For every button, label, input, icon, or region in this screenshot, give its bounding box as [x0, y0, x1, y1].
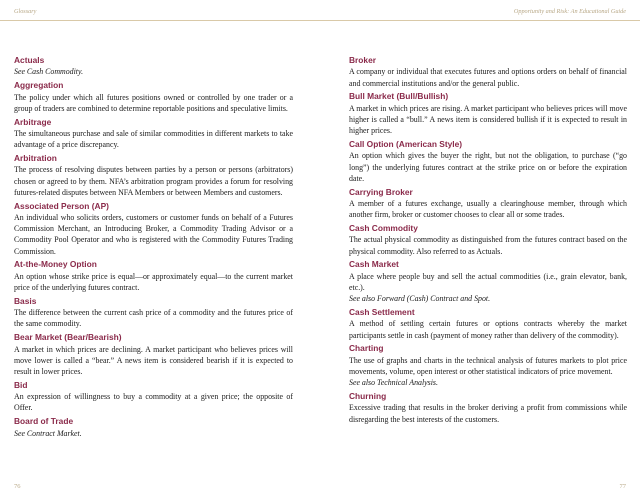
definition-text: A method of settling certain futures or options contracts whereby the market participants settle in cash (payment of money rather than delivery of the commodity).	[349, 319, 627, 340]
see-reference: See also Technical Analysis.	[349, 378, 438, 388]
glossary-definition	[349, 318, 627, 340]
glossary-term: Arbitration	[14, 153, 57, 164]
definition-text: An expression of willingness to buy a commodity at a given price; the opposite of Offer.	[14, 392, 293, 413]
see-reference: See Contract Market.	[14, 428, 82, 438]
glossary-entry	[14, 55, 293, 78]
glossary-entry	[349, 307, 627, 341]
definition-text: A place where people buy and sell the actual commodities (i.e., grain elevator, bank, etc.).	[349, 271, 627, 293]
glossary-definition	[14, 391, 293, 413]
glossary-definition	[14, 92, 293, 114]
glossary-term: Churning	[349, 391, 387, 402]
definition-text: A member of a futures exchange, usually a clearinghouse member, through which another firm, broker or customer chooses to clear all or some trades.	[349, 199, 627, 220]
definition-text: A company or individual that executes futures and options orders on behalf of financial and commercial institutions and/or the general public.	[349, 67, 627, 88]
glossary-entry	[349, 343, 627, 388]
glossary-term: Charting	[349, 343, 384, 354]
glossary-entry	[349, 223, 627, 257]
glossary-entry	[349, 55, 627, 89]
glossary-definition	[14, 271, 293, 293]
page-number-right: 77	[619, 483, 626, 490]
glossary-term: Aggregation	[14, 80, 64, 91]
glossary-column-left	[14, 55, 293, 441]
definition-text: A market in which prices are declining. A market participant who believes prices will move lower is called a “bear.” A news item is considered bearish if it is expected to result in lower prices.	[14, 344, 293, 377]
glossary-entry	[14, 332, 293, 377]
definition-text: A market in which prices are rising. A market participant who believes prices will move higher is called a “bull.” A news item is considered bullish if it is expected to result in higher prices.	[349, 103, 627, 136]
glossary-entry	[14, 380, 293, 414]
glossary-entry	[14, 117, 293, 151]
definition-text: The use of graphs and charts in the technical analysis of futures markets to plot price movements, volume, open interest or other statistical indicators of price movement.	[349, 355, 627, 377]
glossary-entry	[14, 153, 293, 198]
definition-text: An individual who solicits orders, customers or customer funds on behalf of a Futures Commission Merchant, an Introducing Broker, a Commodity Trading Advisor or a Commodity Pool Operator and who is registered with the Commodity Futures Trading Commission.	[14, 213, 293, 256]
page-number-left: 76	[14, 483, 21, 490]
glossary-term: Basis	[14, 295, 37, 306]
glossary-term: Associated Person (AP)	[14, 200, 109, 211]
definition-text: The policy under which all futures positions owned or controlled by one trader or a group of traders are combined to determine reportable positions and speculative limits.	[14, 92, 293, 113]
glossary-definition	[349, 103, 627, 137]
glossary-definition	[349, 66, 627, 88]
glossary-term: Carrying Broker	[349, 186, 413, 197]
definition-text: The difference between the current cash price of a commodity and the futures price of the same commodity.	[14, 308, 293, 329]
glossary-definition	[349, 150, 627, 184]
glossary-term: Broker	[349, 55, 376, 65]
glossary-entry	[349, 139, 627, 184]
glossary-term: Arbitrage	[14, 116, 52, 127]
header-rule	[0, 20, 640, 21]
glossary-term: Bear Market (Bear/Bearish)	[14, 332, 122, 343]
glossary-definition	[349, 271, 627, 305]
definition-text: An option which gives the buyer the right, but not the obligation, to purchase (“go long”) the underlying futures contract at the strike price on or before the expiration date.	[349, 151, 627, 183]
glossary-definition	[14, 128, 293, 150]
glossary-definition	[14, 164, 293, 198]
glossary-entry	[349, 91, 627, 136]
glossary-entry	[349, 187, 627, 221]
glossary-entry	[14, 296, 293, 330]
glossary-term: Cash Market	[349, 259, 399, 270]
glossary-term: Actuals	[14, 55, 45, 65]
glossary-definition	[349, 234, 627, 256]
glossary-term: Bid	[14, 379, 28, 390]
glossary-entry	[349, 391, 627, 425]
glossary-term: Board of Trade	[14, 416, 74, 427]
glossary-definition	[14, 66, 293, 77]
definition-text: Excessive trading that results in the broker deriving a profit from commissions while disregarding the best interests of the customers.	[349, 403, 627, 424]
see-reference: See Cash Commodity.	[14, 67, 84, 77]
glossary-definition	[14, 344, 293, 378]
glossary-entry	[14, 416, 293, 439]
see-reference: See also Forward (Cash) Contract and Spot.	[349, 294, 491, 304]
definition-text: The simultaneous purchase and sale of similar commodities in different markets to take advantage of a price discrepancy.	[14, 129, 293, 150]
glossary-term: Bull Market (Bull/Bullish)	[349, 91, 449, 102]
running-head-left: Glossary	[14, 8, 37, 15]
glossary-definition	[14, 212, 293, 257]
definition-text: An option whose strike price is equal—or approximately equal—to the current market price of the underlying futures contract.	[14, 271, 293, 293]
glossary-definition	[349, 198, 627, 220]
glossary-definition	[349, 355, 627, 389]
glossary-definition	[349, 402, 627, 424]
glossary-term: At-the-Money Option	[14, 259, 97, 270]
definition-text: The actual physical commodity as distinguished from the futures contract based on the physical commodity. Also referred to as Actuals.	[349, 235, 627, 256]
glossary-column-right	[349, 55, 627, 427]
glossary-term: Call Option (American Style)	[349, 139, 463, 150]
glossary-entry	[14, 201, 293, 257]
glossary-term: Cash Commodity	[349, 223, 418, 234]
glossary-entry	[14, 80, 293, 114]
running-head-right: Opportunity and Risk: An Educational Guide	[513, 8, 626, 15]
glossary-definition	[14, 428, 293, 439]
glossary-entry	[349, 259, 627, 304]
glossary-term: Cash Settlement	[349, 307, 415, 318]
definition-text: The process of resolving disputes between parties by a person or persons (arbitrators) chosen or agreed to by them. NFA’s arbitration program provides a forum for resolving futures-related disputes between NFA Members or between Members and customers.	[14, 165, 293, 197]
glossary-definition	[14, 307, 293, 329]
glossary-entry	[14, 259, 293, 293]
